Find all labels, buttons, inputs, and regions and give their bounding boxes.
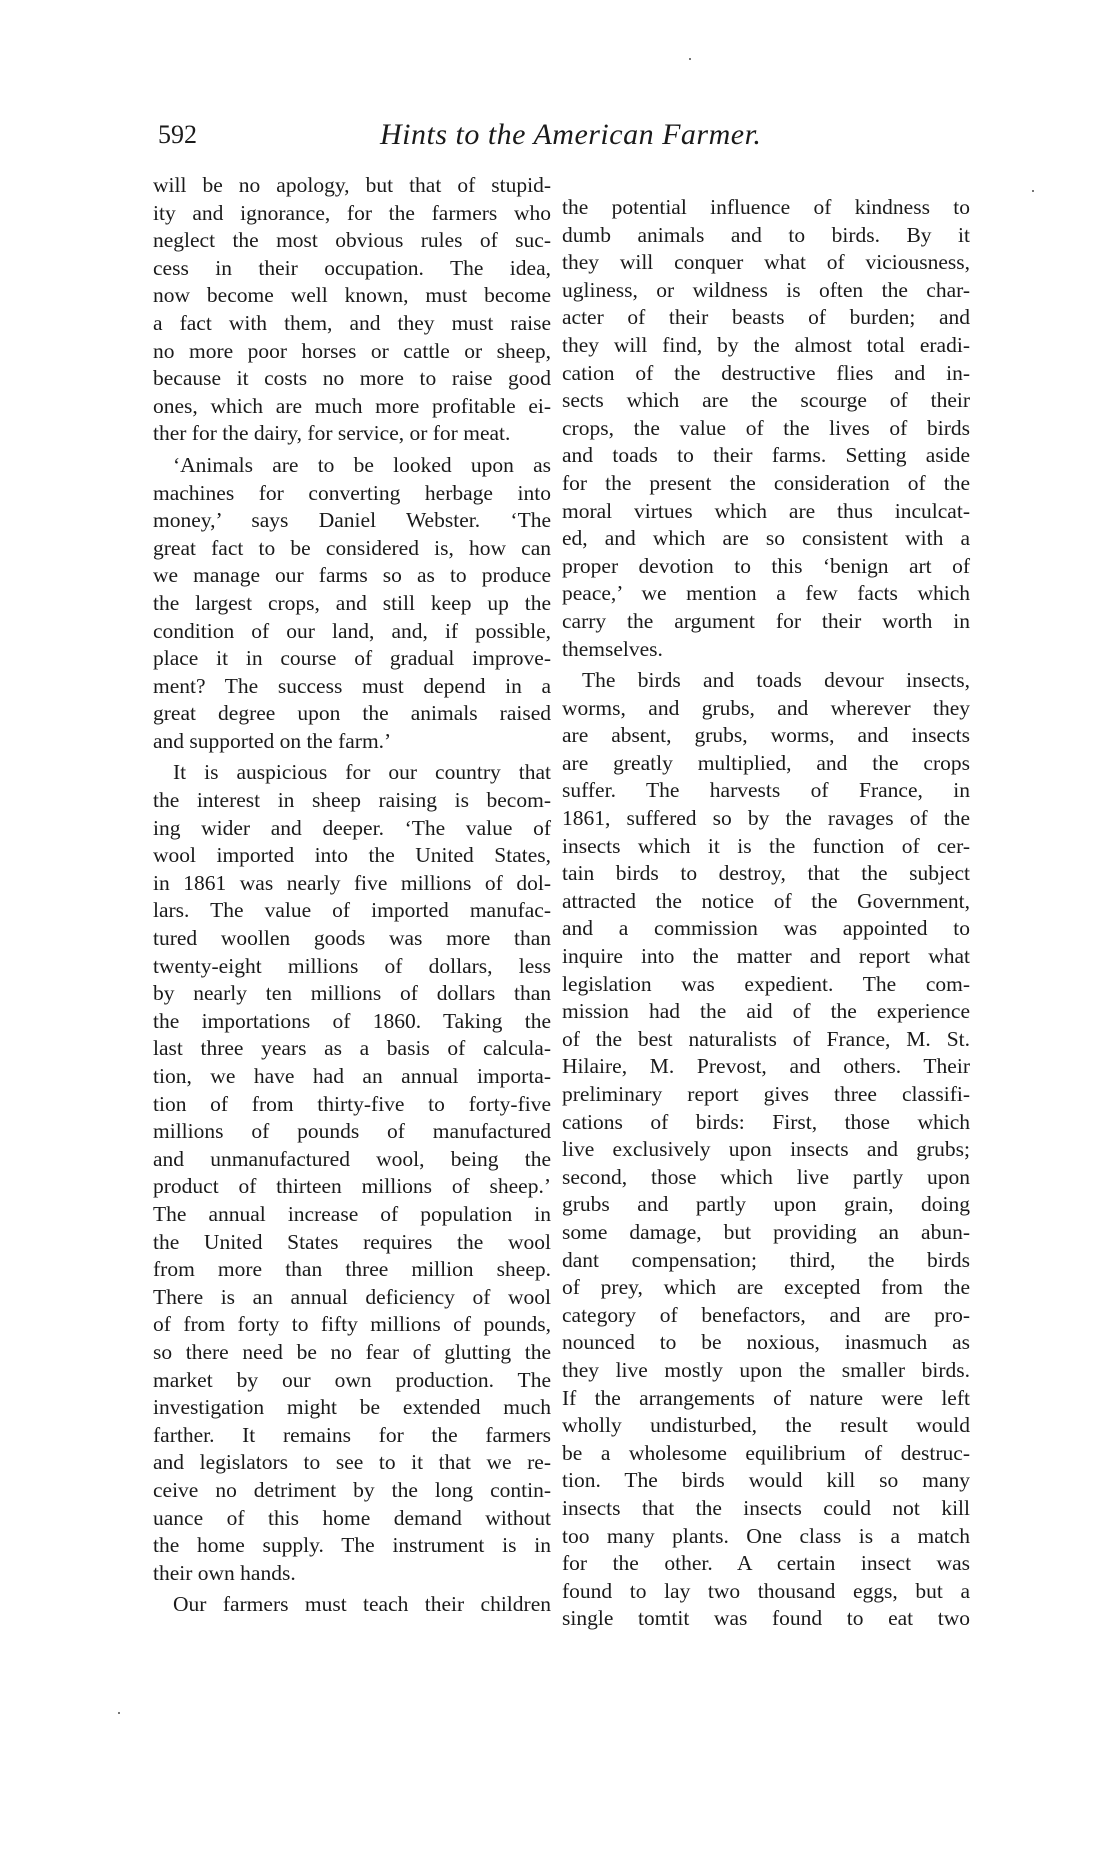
text-line: cations of birds: First, those which [562,1109,970,1134]
paragraph [153,1591,551,1619]
text-line: proper devotion to this ‘benign art of [562,553,970,578]
text-line: and unmanufactured wool, being the [153,1146,551,1171]
paragraph [562,194,970,663]
text-line: of from forty to fifty millions of pounds, [153,1312,551,1337]
text-line: for the present the consideration of the [562,470,970,495]
text-line: and supported on the farm.’ [153,728,392,753]
text-line: If the arrangements of nature were left [562,1385,970,1410]
text-line: because it costs no more to raise good [153,366,551,391]
text-line: Our farmers must teach their children [173,1592,551,1617]
text-line: from more than three million sheep. [153,1257,551,1282]
text-line: tured woollen goods was more than [153,926,551,951]
text-line: second, those which live partly upon [562,1164,970,1189]
text-line: some damage, but providing an abun- [562,1219,970,1244]
text-line: condition of our land, and, if possible, [153,618,551,643]
text-line: the potential influence of kindness to [562,195,970,219]
text-line: inquire into the matter and report what [562,944,970,969]
text-line: no more poor horses or cattle or sheep, [153,338,551,363]
text-line: money,’ says Daniel Webster. ‘The [153,508,551,533]
running-title: Hints to the American Farmer. [380,118,762,151]
text-line: found to lay two thousand eggs, but a [562,1578,970,1603]
text-line: a fact with them, and they must raise [153,310,551,335]
text-line: they live mostly upon the smaller birds. [562,1357,970,1382]
text-line: uance of this home demand without [153,1505,551,1530]
text-line: are absent, grubs, worms, and insects [562,723,970,748]
text-line: are greatly multiplied, and the crops [562,750,970,775]
text-line: farther. It remains for the farmers [153,1422,551,1447]
text-line: dant compensation; third, the birds [562,1247,970,1272]
text-line: ones, which are much more profitable ei- [153,393,551,418]
text-line: 1861, suffered so by the ravages of the [562,806,970,831]
text-line: Hilaire, M. Prevost, and others. Their [562,1054,970,1079]
text-line: grubs and partly upon grain, doing [562,1192,970,1217]
text-line: great fact to be considered is, how can [153,535,551,560]
text-line: last three years as a basis of calcula- [153,1036,551,1061]
paragraph [153,172,551,448]
text-line: millions of pounds of manufactured [153,1119,551,1144]
text-line: There is an annual deficiency of wool [153,1284,551,1309]
text-line: ed, and which are so consistent with a [562,526,970,551]
scan-speck [1032,190,1034,192]
text-line: The birds and toads devour insects, [582,668,970,693]
text-line: acter of their beasts of burden; and [562,305,970,330]
text-line: by nearly ten millions of dollars than [153,981,551,1006]
text-line: sects which are the scourge of their [562,388,970,413]
text-line: tion of from thirty-five to forty-five [153,1091,551,1116]
text-line: place it in course of gradual improve- [153,646,551,671]
text-line: lars. The value of imported manufac- [153,898,551,923]
text-line: of prey, which are excepted from the [562,1275,970,1300]
text-column-right [562,194,970,1637]
text-line: cation of the destructive flies and in- [562,360,970,385]
text-line: mission had the aid of the experience [562,999,970,1024]
scan-speck [118,1712,120,1714]
text-line: tain birds to destroy, that the subject [562,861,970,886]
text-line: so there need be no fear of glutting the [153,1339,551,1364]
text-line: too many plants. One class is a match [562,1523,970,1548]
text-line: the interest in sheep raising is becom- [153,788,551,813]
text-line: now become well known, must become [153,283,551,308]
text-line: nounced to be noxious, inasmuch as [562,1330,970,1355]
text-line: suffer. The harvests of France, in [562,778,970,803]
text-column-left [153,172,551,1623]
text-line: be a wholesome equilibrium of destruc- [562,1440,970,1465]
text-line: in 1861 was nearly five millions of dol- [153,870,551,895]
text-line: ‘Animals are to be looked upon as [173,452,551,477]
text-line: peace,’ we mention a few facts which [562,581,970,606]
text-line: market by our own production. The [153,1367,551,1392]
text-line: and a commission was appointed to [562,916,970,941]
text-line: the home supply. The instrument is in [153,1533,551,1558]
text-line: themselves. [562,636,663,661]
paragraph [562,667,970,1633]
text-line: The annual increase of population in [153,1201,551,1226]
text-line: ugliness, or wildness is often the char- [562,277,970,302]
text-line: moral virtues which are thus inculcat- [562,498,970,523]
text-line: we manage our farms so as to produce [153,563,551,588]
text-line: dumb animals and to birds. By it [562,222,970,247]
text-line: for the other. A certain insect was [562,1551,970,1576]
text-line: ment? The success must depend in a [153,673,551,698]
text-line: their own hands. [153,1560,296,1585]
text-line: insects which it is the function of cer- [562,833,970,858]
text-line: of the best naturalists of France, M. St. [562,1026,970,1051]
text-line: the United States requires the wool [153,1229,551,1254]
text-line: investigation might be extended much [153,1395,551,1420]
text-line: carry the argument for their worth in [562,608,970,633]
text-line: the largest crops, and still keep up the [153,590,551,615]
text-line: and legislators to see to it that we re- [153,1450,551,1475]
text-line: insects that the insects could not kill [562,1495,970,1520]
text-line: crops, the value of the lives of birds [562,415,970,440]
text-line: wool imported into the United States, [153,843,551,868]
text-line: category of benefactors, and are pro- [562,1302,970,1327]
text-line: wholly undisturbed, the result would [562,1413,970,1438]
text-line: product of thirteen millions of sheep.’ [153,1174,551,1199]
paragraph [153,452,551,756]
text-line: It is auspicious for our country that [173,760,551,785]
text-line: ceive no detriment by the long contin- [153,1477,551,1502]
text-line: tion. The birds would kill so many [562,1468,970,1493]
text-line: worms, and grubs, and wherever they [562,695,970,720]
text-line: attracted the notice of the Government, [562,888,970,913]
text-line: great degree upon the animals raised [153,701,551,726]
text-line: ther for the dairy, for service, or for meat. [153,421,511,446]
text-line: neglect the most obvious rules of suc- [153,228,551,253]
text-line: ing wider and deeper. ‘The value of [153,815,551,840]
text-line: will be no apology, but that of stupid- [153,173,551,197]
paragraph [153,759,551,1587]
text-line: twenty-eight millions of dollars, less [153,953,551,978]
text-line: single tomtit was found to eat two [562,1606,970,1631]
text-line: tion, we have had an annual importa- [153,1064,551,1088]
text-line: cess in their occupation. The idea, [153,255,551,280]
text-line: live exclusively upon insects and grubs; [562,1137,970,1162]
text-line: machines for converting herbage into [153,480,551,505]
text-line: preliminary report gives three classifi- [562,1082,970,1106]
text-line: they will find, by the almost total eradi- [562,332,970,357]
text-line: and toads to their farms. Setting aside [562,443,970,468]
text-line: ity and ignorance, for the farmers who [153,200,551,225]
scan-speck [689,58,691,60]
page-number: 592 [158,120,197,149]
text-line: they will conquer what of viciousness, [562,250,970,275]
text-line: the importations of 1860. Taking the [153,1008,551,1033]
text-line: legislation was expedient. The com- [562,971,970,996]
